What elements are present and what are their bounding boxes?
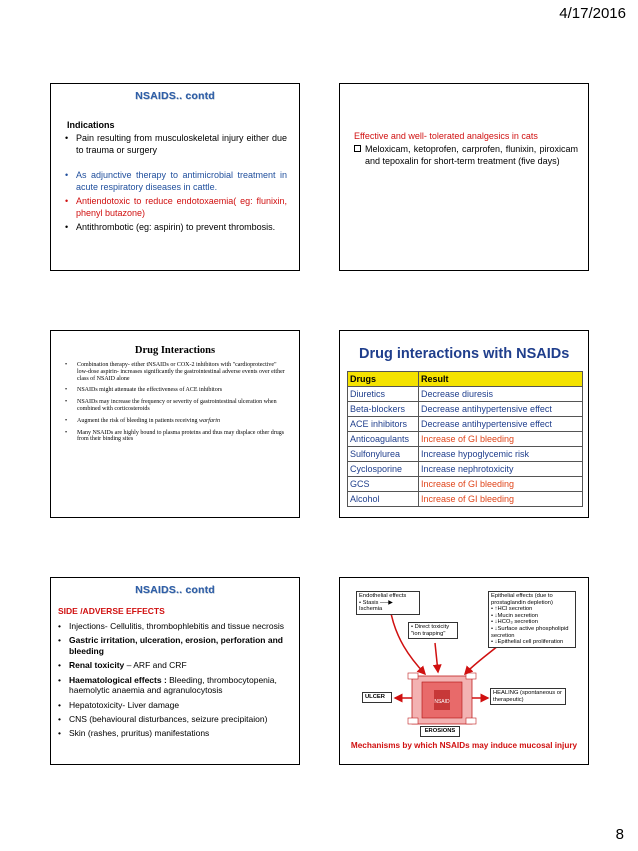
warfarin-drug: warfarin xyxy=(198,417,220,424)
drug-cell: Cyclosporine xyxy=(348,462,419,477)
interactions-list xyxy=(63,362,285,443)
list-item: • NSAIDs might attenuate the effectiveness of ACE inhibitors xyxy=(63,387,285,394)
diagram-center-label: NSAID xyxy=(434,699,450,705)
list-item: • Antiendotoxic to reduce endotoxaemia( eg: flunixin, phenyl butazone) xyxy=(65,196,287,219)
table-header-row xyxy=(348,372,583,387)
result-cell: Increase hypoglycemic risk xyxy=(419,447,583,462)
list-item xyxy=(63,418,285,425)
warfarin-text: Augment the risk of bleeding in patients receiving xyxy=(77,417,199,424)
drug-cell: Diuretics xyxy=(348,387,419,402)
table-row xyxy=(348,432,583,447)
list-item xyxy=(58,635,289,657)
list-item: • Many NSAIDs are highly bound to plasma proteins and thus may displace other drugs from their binding sites xyxy=(63,430,285,444)
drug-cell: Anticoagulants xyxy=(348,432,419,447)
adverse-effects-list xyxy=(58,621,289,739)
column-header-drugs: Drugs xyxy=(348,372,419,387)
indications-list xyxy=(65,133,287,234)
slide-title: Drug Interactions xyxy=(134,345,216,356)
epithelial-item: • ↓Mucin secretion xyxy=(491,612,539,619)
endothelial-line: • Stasis ──▶ Ischemia xyxy=(359,599,393,613)
result-cell: Decrease antihypertensive effect xyxy=(419,417,583,432)
direct-line-2: "ion trapping" xyxy=(411,630,446,637)
slide-adverse-effects xyxy=(50,577,300,765)
table-row xyxy=(348,402,583,417)
list-item xyxy=(58,728,289,739)
list-item-text: Skin (rashes, pruritus) manifestations xyxy=(69,728,210,739)
mucosa-illustration xyxy=(408,673,476,724)
ulcer-box: ULCER xyxy=(362,692,392,703)
checkbox-bullet-icon xyxy=(354,145,361,152)
epithelial-item: • ↓HCO₃ secretion xyxy=(491,619,538,626)
list-item-text: CNS (behavioural disturbances, seizure precipitaion) xyxy=(69,714,268,725)
slide-title: NSAIDS.. contd xyxy=(135,584,215,596)
list-item: • NSAIDs may increase the frequency or severity of gastrointestinal ulceration when combined with corticosteroids xyxy=(63,399,285,413)
healing-box xyxy=(490,688,566,705)
result-cell: Decrease diuresis xyxy=(419,387,583,402)
direct-line-1: • Direct toxicity xyxy=(411,624,450,630)
figure-caption: Mechanisms by which NSAIDs may induce mucosal injury xyxy=(350,741,578,750)
page-number: 8 xyxy=(615,826,624,843)
table-row xyxy=(348,477,583,492)
list-item-text: Injections- Cellulitis, thrombophlebitis and tissue necrosis xyxy=(69,621,284,631)
slide-mechanism-diagram xyxy=(339,577,589,765)
direct-toxicity-box xyxy=(408,622,458,639)
section-subtitle: SIDE /ADVERSE EFFECTS xyxy=(58,606,165,616)
slide-nsaids-indications xyxy=(50,83,300,271)
slide-analgesics-cats xyxy=(339,83,589,271)
list-item-bold: Gastric irritation, ulceration, erosion, perforation and bleeding xyxy=(69,635,283,657)
epithelial-title: Epithelial effects (due to prostaglandin depletion) xyxy=(491,593,553,606)
healing-label: HEALING (spontaneous or therapeutic) xyxy=(493,690,562,703)
table-row xyxy=(348,492,583,507)
endothelial-title: Endothelial effects xyxy=(359,593,407,599)
result-cell: Increase of GI bleeding xyxy=(419,432,583,447)
list-item: • Combination therapy- either tNSAIDs or COX-2 inhibitors with "cardioprotective" low-dose aspirin- increases significantly the gastrointestinal adverse events over either class of NSAID alone xyxy=(63,362,285,382)
erosions-box: EROSIONS xyxy=(420,726,460,737)
table-row xyxy=(348,447,583,462)
arrow-direct xyxy=(435,643,438,672)
list-item-bold: Haematological effects : xyxy=(69,674,167,685)
epithelial-effects-box xyxy=(488,591,576,648)
list-item xyxy=(58,660,289,671)
column-header-result: Result xyxy=(419,372,583,387)
interactions-table xyxy=(347,371,583,507)
slide-date: 4/17/2016 xyxy=(559,5,626,22)
result-cell: Increase of GI bleeding xyxy=(419,492,583,507)
table-row xyxy=(348,387,583,402)
list-item: • Antithrombotic (eg: aspirin) to prevent thrombosis. xyxy=(65,222,287,234)
list-item xyxy=(58,714,289,725)
epithelial-item: • ↓Surface active phospholipid secretion xyxy=(491,625,569,639)
epithelial-item: • ↑HCl secretion xyxy=(491,606,533,613)
drug-cell: ACE inhibitors xyxy=(348,417,419,432)
body-text: Meloxicam, ketoprofen, carprofen, flunixin, piroxicam and tepoxalin for short-term treatment (five days) xyxy=(365,144,578,166)
endothelial-effects-box xyxy=(356,591,420,615)
lead-text: Effective and well- tolerated analgesics in cats xyxy=(354,131,538,141)
slide-drug-interactions-table xyxy=(339,330,589,518)
drug-cell: Sulfonylurea xyxy=(348,447,419,462)
drug-cell: Alcohol xyxy=(348,492,419,507)
indications-heading: Indications xyxy=(67,120,115,130)
result-cell: Increase of GI bleeding xyxy=(419,477,583,492)
list-item xyxy=(58,675,289,697)
slide-title: NSAIDS.. contd xyxy=(135,90,215,102)
epithelial-item: • ↓Epithelial cell proliferation xyxy=(491,639,564,646)
list-item-text: Bleeding, thrombocytopenia, haemolytic anaemia and agranulocytosis xyxy=(69,674,277,696)
drug-cell: Beta-blockers xyxy=(348,402,419,417)
list-item xyxy=(58,700,289,711)
slide-drug-interactions-text xyxy=(50,330,300,518)
arrow-endothelial xyxy=(390,608,425,674)
list-item xyxy=(58,621,289,632)
list-item-text: – ARF and CRF xyxy=(124,660,187,671)
table-row xyxy=(348,462,583,477)
list-item: • As adjunctive therapy to antimicrobial treatment in acute respiratory diseases in cattle. xyxy=(65,170,287,193)
list-item-bold: Renal toxicity xyxy=(69,660,125,671)
table-row xyxy=(348,417,583,432)
drug-cell: GCS xyxy=(348,477,419,492)
checkbox-item xyxy=(354,144,578,167)
result-cell: Decrease antihypertensive effect xyxy=(419,402,583,417)
result-cell: Increase nephrotoxicity xyxy=(419,462,583,477)
list-item-text: Hepatotoxicity- Liver damage xyxy=(69,699,180,710)
slide-title: Drug interactions with NSAIDs xyxy=(359,346,570,362)
list-item: • Pain resulting from musculoskeletal injury either due to trauma or surgery xyxy=(65,133,287,156)
